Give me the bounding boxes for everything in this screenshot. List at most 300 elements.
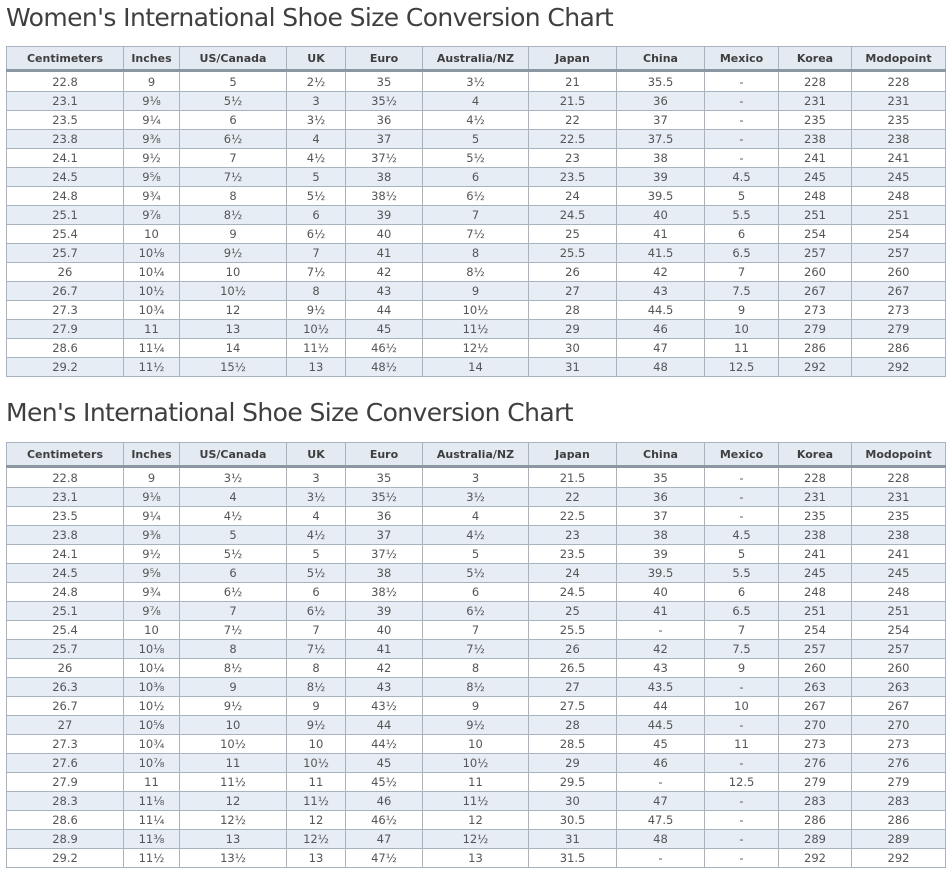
table-cell: 22.5 bbox=[529, 130, 617, 149]
table-cell: 245 bbox=[779, 168, 852, 187]
table-row bbox=[7, 678, 946, 697]
table-cell: 37 bbox=[346, 526, 423, 545]
table-row bbox=[7, 339, 946, 358]
table-cell: 3½ bbox=[423, 488, 529, 507]
table-cell: 27.6 bbox=[7, 754, 124, 773]
table-row bbox=[7, 583, 946, 602]
table-cell: 238 bbox=[779, 130, 852, 149]
table-cell: 270 bbox=[852, 716, 946, 735]
women-chart-title: Women's International Shoe Size Conversion Chart bbox=[6, 3, 614, 32]
table-cell: 6 bbox=[705, 225, 779, 244]
table-cell: 27.9 bbox=[7, 320, 124, 339]
table-cell: 9⅝ bbox=[124, 564, 180, 583]
table-cell: 4 bbox=[180, 488, 287, 507]
table-cell: 7 bbox=[705, 263, 779, 282]
table-cell: 11½ bbox=[180, 773, 287, 792]
table-cell: 8½ bbox=[423, 678, 529, 697]
column-header-uk: UK bbox=[287, 443, 346, 467]
table-cell: 12.5 bbox=[705, 773, 779, 792]
table-cell: 26 bbox=[529, 263, 617, 282]
table-cell: - bbox=[705, 849, 779, 868]
table-cell: 41.5 bbox=[617, 244, 705, 263]
table-cell: 10½ bbox=[287, 320, 346, 339]
table-cell: 41 bbox=[617, 602, 705, 621]
table-cell: 273 bbox=[779, 735, 852, 754]
men-chart-title: Men's International Shoe Size Conversion Chart bbox=[6, 398, 573, 427]
table-cell: 283 bbox=[852, 792, 946, 811]
table-cell: 4 bbox=[287, 130, 346, 149]
table-cell: 6 bbox=[287, 583, 346, 602]
table-cell: 12½ bbox=[180, 811, 287, 830]
table-row bbox=[7, 206, 946, 225]
table-cell: 41 bbox=[617, 225, 705, 244]
column-header-mexico: Mexico bbox=[705, 47, 779, 71]
table-row bbox=[7, 849, 946, 868]
table-cell: 5½ bbox=[180, 92, 287, 111]
table-cell: 4.5 bbox=[705, 526, 779, 545]
table-cell: 260 bbox=[779, 659, 852, 678]
table-cell: 14 bbox=[423, 358, 529, 377]
table-cell: 251 bbox=[779, 206, 852, 225]
table-cell: - bbox=[705, 111, 779, 130]
table-cell: 248 bbox=[852, 187, 946, 206]
table-cell: 4½ bbox=[287, 149, 346, 168]
table-cell: - bbox=[705, 149, 779, 168]
table-cell: 23.5 bbox=[7, 111, 124, 130]
table-row bbox=[7, 301, 946, 320]
table-cell: 29 bbox=[529, 320, 617, 339]
table-cell: 279 bbox=[779, 773, 852, 792]
table-cell: 29 bbox=[529, 754, 617, 773]
table-cell: 28.3 bbox=[7, 792, 124, 811]
table-cell: 5 bbox=[287, 545, 346, 564]
table-cell: 25.5 bbox=[529, 244, 617, 263]
table-cell: 276 bbox=[852, 754, 946, 773]
table-cell: 5½ bbox=[423, 564, 529, 583]
table-cell: 7 bbox=[287, 244, 346, 263]
table-cell: 4½ bbox=[180, 507, 287, 526]
table-row bbox=[7, 773, 946, 792]
table-cell: 24.1 bbox=[7, 545, 124, 564]
table-cell: 8½ bbox=[287, 678, 346, 697]
table-cell: 12½ bbox=[423, 339, 529, 358]
column-header-japan: Japan bbox=[529, 443, 617, 467]
table-cell: 251 bbox=[852, 206, 946, 225]
table-cell: 251 bbox=[779, 602, 852, 621]
table-row bbox=[7, 282, 946, 301]
table-cell: 38 bbox=[617, 526, 705, 545]
table-cell: 7.5 bbox=[705, 640, 779, 659]
table-cell: 28.6 bbox=[7, 339, 124, 358]
table-cell: 22 bbox=[529, 488, 617, 507]
table-cell: 31 bbox=[529, 830, 617, 849]
table-cell: 6 bbox=[423, 583, 529, 602]
table-cell: 7½ bbox=[180, 168, 287, 187]
table-cell: 276 bbox=[779, 754, 852, 773]
table-cell: 27.3 bbox=[7, 301, 124, 320]
table-cell: 4 bbox=[423, 92, 529, 111]
column-header-mexico: Mexico bbox=[705, 443, 779, 467]
table-cell: 30.5 bbox=[529, 811, 617, 830]
table-cell: 5 bbox=[180, 526, 287, 545]
table-row bbox=[7, 659, 946, 678]
column-header-inches: Inches bbox=[124, 443, 180, 467]
table-cell: 36 bbox=[617, 92, 705, 111]
table-cell: 6½ bbox=[423, 187, 529, 206]
table-cell: 35 bbox=[346, 71, 423, 92]
table-cell: 11⅛ bbox=[124, 792, 180, 811]
table-cell: 5½ bbox=[180, 545, 287, 564]
table-row bbox=[7, 71, 946, 92]
table-cell: 40 bbox=[346, 225, 423, 244]
table-cell: 4½ bbox=[287, 526, 346, 545]
table-cell: 5 bbox=[180, 71, 287, 92]
table-cell: 286 bbox=[852, 339, 946, 358]
table-cell: 13 bbox=[423, 849, 529, 868]
table-cell: 46 bbox=[346, 792, 423, 811]
table-cell: 25.5 bbox=[529, 621, 617, 640]
table-cell: 23.5 bbox=[529, 168, 617, 187]
table-cell: 231 bbox=[779, 92, 852, 111]
table-cell: 10⅛ bbox=[124, 244, 180, 263]
table-cell: 6 bbox=[180, 564, 287, 583]
table-cell: - bbox=[705, 716, 779, 735]
table-cell: 3 bbox=[423, 467, 529, 488]
table-cell: 22 bbox=[529, 111, 617, 130]
table-cell: 7 bbox=[423, 206, 529, 225]
table-cell: 23.1 bbox=[7, 92, 124, 111]
table-cell: 292 bbox=[779, 358, 852, 377]
table-cell: 48½ bbox=[346, 358, 423, 377]
table-cell: 10½ bbox=[180, 735, 287, 754]
table-cell: 10 bbox=[705, 320, 779, 339]
table-cell: 40 bbox=[617, 583, 705, 602]
table-cell: 37½ bbox=[346, 545, 423, 564]
table-cell: 11½ bbox=[423, 792, 529, 811]
table-cell: 9 bbox=[705, 301, 779, 320]
table-cell: 10 bbox=[180, 716, 287, 735]
men-size-table bbox=[6, 442, 946, 868]
table-cell: 231 bbox=[779, 488, 852, 507]
table-cell: 8 bbox=[287, 282, 346, 301]
table-cell: 241 bbox=[852, 545, 946, 564]
table-cell: 25.7 bbox=[7, 640, 124, 659]
table-cell: 13 bbox=[287, 358, 346, 377]
table-cell: 23.5 bbox=[7, 507, 124, 526]
table-cell: 10⅛ bbox=[124, 640, 180, 659]
women-size-table bbox=[6, 46, 946, 377]
table-cell: 13 bbox=[287, 849, 346, 868]
table-cell: 254 bbox=[852, 621, 946, 640]
table-cell: 10⅜ bbox=[124, 678, 180, 697]
table-cell: 254 bbox=[779, 225, 852, 244]
table-cell: 26.7 bbox=[7, 282, 124, 301]
table-cell: 3½ bbox=[180, 467, 287, 488]
table-row bbox=[7, 225, 946, 244]
table-cell: 12 bbox=[180, 301, 287, 320]
table-cell: 47 bbox=[617, 792, 705, 811]
table-cell: 9⅛ bbox=[124, 488, 180, 507]
table-cell: 38½ bbox=[346, 187, 423, 206]
table-cell: 9 bbox=[423, 282, 529, 301]
column-header-inches: Inches bbox=[124, 47, 180, 71]
table-cell: 241 bbox=[779, 149, 852, 168]
table-cell: 37 bbox=[617, 507, 705, 526]
table-cell: 2½ bbox=[287, 71, 346, 92]
table-cell: 9¼ bbox=[124, 111, 180, 130]
table-cell: 21.5 bbox=[529, 92, 617, 111]
column-header-korea: Korea bbox=[779, 47, 852, 71]
table-cell: 7.5 bbox=[705, 282, 779, 301]
table-row bbox=[7, 830, 946, 849]
table-cell: 39.5 bbox=[617, 564, 705, 583]
table-cell: 23.1 bbox=[7, 488, 124, 507]
table-cell: 10¼ bbox=[124, 659, 180, 678]
table-cell: 7 bbox=[705, 621, 779, 640]
table-cell: 5 bbox=[423, 545, 529, 564]
column-header-centimeters: Centimeters bbox=[7, 443, 124, 467]
table-cell: 25.1 bbox=[7, 602, 124, 621]
table-cell: 42 bbox=[346, 659, 423, 678]
table-cell: 5 bbox=[705, 545, 779, 564]
table-cell: 42 bbox=[617, 640, 705, 659]
table-cell: 11¼ bbox=[124, 339, 180, 358]
table-cell: 38 bbox=[346, 564, 423, 583]
table-cell: 8 bbox=[287, 659, 346, 678]
table-cell: 251 bbox=[852, 602, 946, 621]
table-cell: 279 bbox=[852, 320, 946, 339]
table-cell: 9 bbox=[705, 659, 779, 678]
table-cell: 5½ bbox=[287, 564, 346, 583]
table-cell: 26.7 bbox=[7, 697, 124, 716]
table-cell: 25 bbox=[529, 602, 617, 621]
column-header-korea: Korea bbox=[779, 443, 852, 467]
table-cell: 7 bbox=[423, 621, 529, 640]
table-row bbox=[7, 467, 946, 488]
table-cell: 4½ bbox=[423, 526, 529, 545]
table-cell: - bbox=[705, 811, 779, 830]
table-cell: 9⅜ bbox=[124, 130, 180, 149]
table-cell: 10¼ bbox=[124, 263, 180, 282]
table-cell: 43½ bbox=[346, 697, 423, 716]
table-cell: 44 bbox=[346, 716, 423, 735]
table-row bbox=[7, 111, 946, 130]
table-cell: 30 bbox=[529, 792, 617, 811]
table-cell: 13½ bbox=[180, 849, 287, 868]
table-cell: 9½ bbox=[124, 545, 180, 564]
table-cell: 245 bbox=[852, 564, 946, 583]
table-row bbox=[7, 697, 946, 716]
table-cell: 254 bbox=[852, 225, 946, 244]
table-cell: 3½ bbox=[423, 71, 529, 92]
table-cell: 11 bbox=[124, 320, 180, 339]
table-cell: 28.5 bbox=[529, 735, 617, 754]
column-header-japan: Japan bbox=[529, 47, 617, 71]
table-cell: 44½ bbox=[346, 735, 423, 754]
table-row bbox=[7, 602, 946, 621]
table-row bbox=[7, 564, 946, 583]
column-header-euro: Euro bbox=[346, 443, 423, 467]
table-cell: 286 bbox=[779, 811, 852, 830]
table-cell: 8 bbox=[180, 640, 287, 659]
table-cell: 27 bbox=[7, 716, 124, 735]
table-cell: - bbox=[705, 488, 779, 507]
table-cell: 286 bbox=[852, 811, 946, 830]
table-cell: 10¾ bbox=[124, 301, 180, 320]
table-cell: 9½ bbox=[180, 697, 287, 716]
table-cell: 27 bbox=[529, 678, 617, 697]
table-cell: 10½ bbox=[180, 282, 287, 301]
table-cell: 45 bbox=[346, 320, 423, 339]
table-cell: 238 bbox=[852, 130, 946, 149]
table-cell: 6½ bbox=[180, 583, 287, 602]
table-cell: - bbox=[705, 830, 779, 849]
table-cell: 7½ bbox=[423, 225, 529, 244]
table-cell: 10½ bbox=[124, 697, 180, 716]
table-cell: 11 bbox=[423, 773, 529, 792]
table-cell: 10 bbox=[423, 735, 529, 754]
table-cell: 9¼ bbox=[124, 507, 180, 526]
table-cell: 228 bbox=[779, 467, 852, 488]
table-cell: 13 bbox=[180, 830, 287, 849]
table-cell: 254 bbox=[779, 621, 852, 640]
table-cell: - bbox=[705, 467, 779, 488]
table-cell: 6 bbox=[423, 168, 529, 187]
table-cell: 10½ bbox=[124, 282, 180, 301]
table-cell: 228 bbox=[852, 467, 946, 488]
table-cell: 47 bbox=[617, 339, 705, 358]
table-cell: 10 bbox=[124, 621, 180, 640]
table-cell: 7½ bbox=[423, 640, 529, 659]
table-row bbox=[7, 735, 946, 754]
table-cell: 6.5 bbox=[705, 244, 779, 263]
table-cell: 11½ bbox=[287, 792, 346, 811]
table-cell: 24 bbox=[529, 564, 617, 583]
table-cell: - bbox=[705, 92, 779, 111]
table-cell: 279 bbox=[779, 320, 852, 339]
table-cell: 35½ bbox=[346, 488, 423, 507]
table-cell: 22.8 bbox=[7, 71, 124, 92]
table-cell: 267 bbox=[852, 282, 946, 301]
table-row bbox=[7, 187, 946, 206]
table-cell: - bbox=[617, 849, 705, 868]
table-cell: 11½ bbox=[124, 358, 180, 377]
table-row bbox=[7, 792, 946, 811]
table-cell: - bbox=[705, 130, 779, 149]
table-cell: 11 bbox=[705, 339, 779, 358]
table-cell: 39 bbox=[346, 206, 423, 225]
table-cell: - bbox=[617, 621, 705, 640]
table-row bbox=[7, 640, 946, 659]
table-cell: 26 bbox=[529, 640, 617, 659]
table-cell: 257 bbox=[779, 640, 852, 659]
table-cell: 292 bbox=[852, 358, 946, 377]
table-cell: 248 bbox=[852, 583, 946, 602]
column-header-china: China bbox=[617, 443, 705, 467]
table-cell: 22.8 bbox=[7, 467, 124, 488]
table-cell: 12 bbox=[423, 811, 529, 830]
table-cell: 267 bbox=[779, 697, 852, 716]
table-cell: 35½ bbox=[346, 92, 423, 111]
table-cell: 9¾ bbox=[124, 187, 180, 206]
table-cell: 8 bbox=[423, 244, 529, 263]
table-cell: 9½ bbox=[287, 716, 346, 735]
table-cell: 26.3 bbox=[7, 678, 124, 697]
table-cell: 44 bbox=[346, 301, 423, 320]
table-cell: 39 bbox=[346, 602, 423, 621]
table-cell: 9 bbox=[287, 697, 346, 716]
table-cell: 35 bbox=[617, 467, 705, 488]
table-cell: 25.4 bbox=[7, 225, 124, 244]
table-cell: 23.8 bbox=[7, 130, 124, 149]
table-cell: 273 bbox=[779, 301, 852, 320]
table-cell: 279 bbox=[852, 773, 946, 792]
table-cell: 38 bbox=[617, 149, 705, 168]
table-cell: 11 bbox=[124, 773, 180, 792]
table-cell: 9 bbox=[180, 678, 287, 697]
table-cell: 286 bbox=[779, 339, 852, 358]
table-row bbox=[7, 526, 946, 545]
table-row bbox=[7, 811, 946, 830]
table-cell: 38 bbox=[346, 168, 423, 187]
table-cell: 235 bbox=[779, 507, 852, 526]
table-cell: 292 bbox=[852, 849, 946, 868]
table-cell: 9½ bbox=[180, 244, 287, 263]
table-cell: 248 bbox=[779, 583, 852, 602]
table-cell: 31 bbox=[529, 358, 617, 377]
table-cell: 4.5 bbox=[705, 168, 779, 187]
table-cell: 29.5 bbox=[529, 773, 617, 792]
table-cell: 27 bbox=[529, 282, 617, 301]
table-cell: 283 bbox=[779, 792, 852, 811]
table-cell: 231 bbox=[852, 488, 946, 507]
table-cell: 12½ bbox=[287, 830, 346, 849]
table-cell: - bbox=[705, 678, 779, 697]
table-cell: - bbox=[705, 507, 779, 526]
table-cell: 43 bbox=[617, 659, 705, 678]
table-cell: 42 bbox=[617, 263, 705, 282]
table-cell: 29.2 bbox=[7, 849, 124, 868]
table-cell: 6 bbox=[180, 111, 287, 130]
table-cell: 21.5 bbox=[529, 467, 617, 488]
column-header-australia-nz: Australia/NZ bbox=[423, 47, 529, 71]
table-cell: 241 bbox=[779, 545, 852, 564]
table-cell: 9⅛ bbox=[124, 92, 180, 111]
table-cell: 24.5 bbox=[529, 206, 617, 225]
table-cell: 6½ bbox=[180, 130, 287, 149]
table-cell: 31.5 bbox=[529, 849, 617, 868]
table-cell: 46½ bbox=[346, 811, 423, 830]
table-cell: 24.5 bbox=[529, 583, 617, 602]
table-row bbox=[7, 130, 946, 149]
table-cell: 7 bbox=[287, 621, 346, 640]
table-cell: 23 bbox=[529, 149, 617, 168]
table-cell: 48 bbox=[617, 830, 705, 849]
table-cell: 21 bbox=[529, 71, 617, 92]
table-cell: 8½ bbox=[423, 263, 529, 282]
table-cell: 245 bbox=[779, 564, 852, 583]
table-cell: 8 bbox=[423, 659, 529, 678]
table-cell: 292 bbox=[779, 849, 852, 868]
table-cell: 12½ bbox=[423, 830, 529, 849]
table-cell: 26.5 bbox=[529, 659, 617, 678]
table-cell: 6 bbox=[287, 206, 346, 225]
table-cell: 28.9 bbox=[7, 830, 124, 849]
table-cell: 25 bbox=[529, 225, 617, 244]
table-cell: 10¾ bbox=[124, 735, 180, 754]
table-cell: 46 bbox=[617, 320, 705, 339]
table-cell: 5½ bbox=[287, 187, 346, 206]
